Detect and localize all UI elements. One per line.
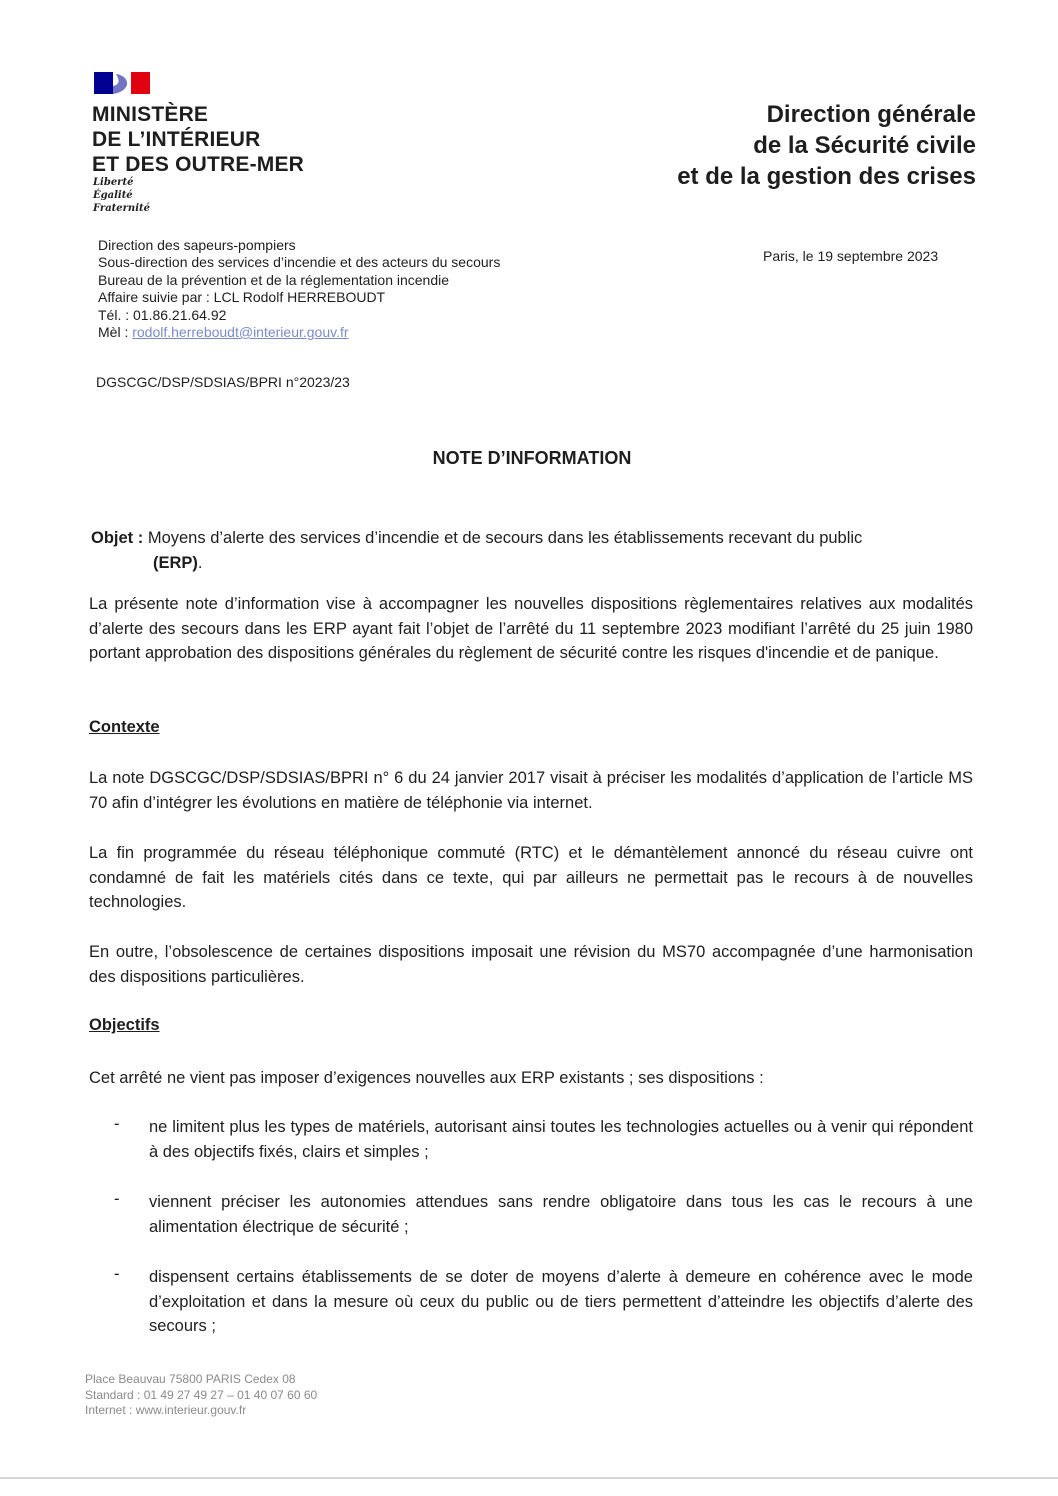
document-title: NOTE D’INFORMATION [432,448,632,468]
object-text-end: . [197,553,203,572]
object-text-erp: (ERP) [153,553,198,572]
object-text: Moyens d’alerte des services d’incendie et de secours dans les établissements recevant du public [143,529,863,547]
page-bottom-rule [0,1477,1058,1479]
document-date: Paris, le 19 septembre 2023 [763,248,939,264]
object-line-2 [91,551,975,576]
context-paragraph-3: En outre, l’obsolescence de certaines dispositions imposait une révision du MS70 accompagnée d’une harmonisation des dispositions particulières. [89,943,973,986]
object-block [91,526,975,575]
sender-line: Tél. : 01.86.21.64.92 [98,306,227,323]
bullet-marker: - [114,1265,120,1283]
sender-line: Affaire suivie par : LCL Rodolf HERREBOUDT [98,289,386,306]
section-heading-context: Contexte [89,718,160,736]
direction-line: Direction générale [766,101,976,128]
bullet-item: viennent préciser les autonomies attendues sans rendre obligatoire dans tous les cas le recours à une alimentation électrique de sécurité ; [149,1193,973,1236]
motto-line: Liberté [93,177,134,188]
sender-line: Direction des sapeurs-pompiers [98,237,296,253]
footer-line: Internet : www.interieur.gouv.fr [85,1403,247,1417]
object-label: Objet : [91,529,144,547]
mail-link[interactable]: rodolf.herreboudt@interieur.gouv.fr [132,324,349,341]
republic-motto [93,176,150,215]
bullet-marker: - [114,1190,120,1208]
marianne-flag-logo [94,72,150,94]
flag-red-band [131,72,150,94]
footer-address [85,1372,317,1419]
direction-title [677,99,976,192]
intro-paragraph: La présente note d’information vise à accompagner les nouvelles dispositions règlementaires relatives aux modalités d’alerte des secours dans les ERP ayant fait l’objet de l’arrêté du 11 septembre 2023 modifiant l’arrêté du 25 juin 1980 portant approbation des dispositions générales du règlement de sécurité contre les risques d'incendie et de panique. [89,595,973,662]
context-paragraph-2: La fin programmée du réseau téléphonique commuté (RTC) et le démantèlement annoncé du réseau cuivre ont condamné de fait les matériels cités dans ce texte, qui par ailleurs ne permettait pas le recours à de nouvelles technologies. [89,844,973,911]
bullet-item: ne limitent plus les types de matériels, autorisant ainsi toutes les technologies actuelles ou à venir qui répondent à des objectifs fixés, clairs et simples ; [149,1118,973,1161]
sender-line: Sous-direction des services d’incendie et des acteurs du secours [98,254,501,271]
motto-line: Égalité [93,190,133,201]
section-heading-objectives: Objectifs [89,1016,160,1034]
ministry-name [92,102,304,177]
footer-line: Place Beauvau 75800 PARIS Cedex 08 [85,1372,296,1386]
direction-line: et de la gestion des crises [677,163,976,190]
mail-label: Mèl : [98,324,133,341]
bullet-item: dispensent certains établissements de se doter de moyens d’alerte à demeure en cohérence avec le mode d’exploitation et dans la mesure où ceux du public ou de tiers permettent d’atteindre les objectifs d’alerte des secours ; [149,1268,973,1335]
ministry-line: ET DES OUTRE-MER [92,153,305,176]
objectives-intro: Cet arrêté ne vient pas imposer d’exigences nouvelles aux ERP existants ; ses dispositions : [89,1069,764,1087]
object-line [91,526,975,551]
document-reference: DGSCGC/DSP/SDSIAS/BPRI n°2023/23 [96,374,350,390]
flag-blue-band [94,72,113,94]
context-paragraph-1: La note DGSCGC/DSP/SDSIAS/BPRI n° 6 du 24 janvier 2017 visait à préciser les modalités d’application de l’article MS 70 afin d’intégrer les évolutions en matière de téléphonie via internet. [89,769,973,812]
sender-line: Bureau de la prévention et de la réglementation incendie [98,271,450,288]
sender-mail-line [98,324,500,341]
sender-block [98,237,500,341]
ministry-line: DE L’INTÉRIEUR [92,128,261,151]
footer-line: Standard : 01 49 27 49 27 – 01 40 07 60 60 [85,1387,318,1402]
bullet-marker: - [114,1115,120,1133]
direction-line: de la Sécurité civile [753,132,976,159]
ministry-line: MINISTÈRE [92,103,209,126]
motto-line: Fraternité [93,203,150,214]
